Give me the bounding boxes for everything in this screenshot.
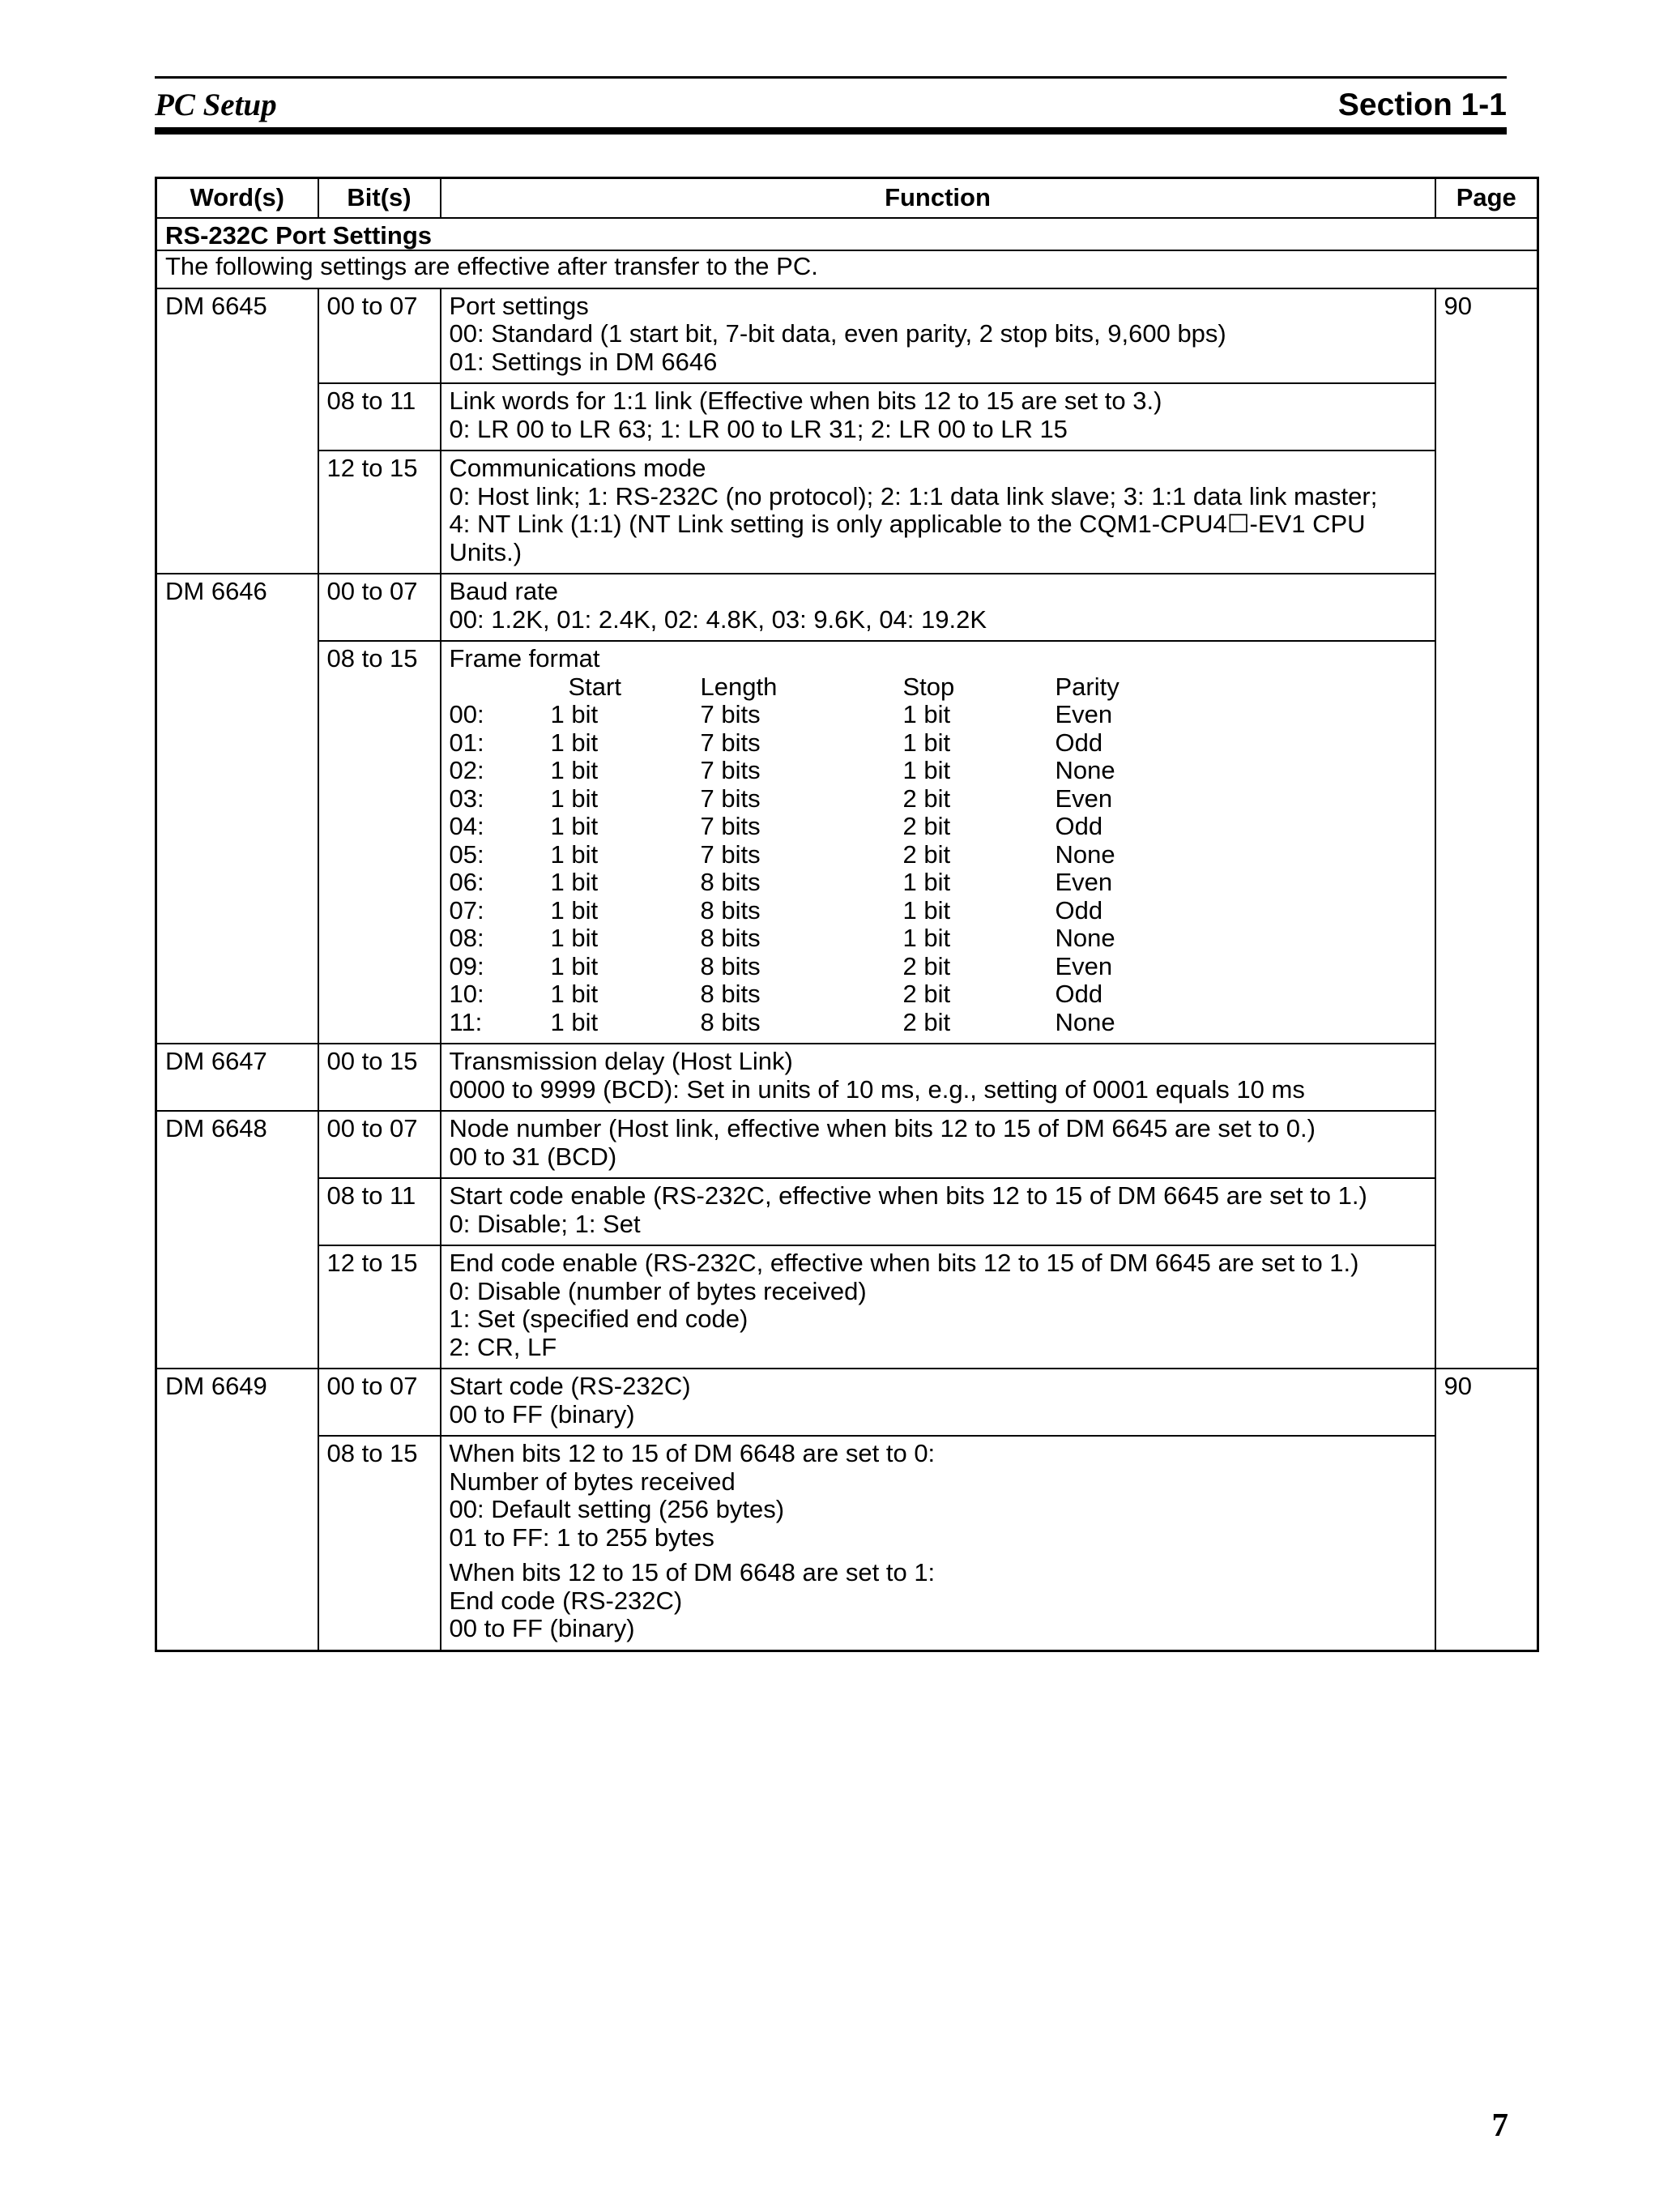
frame-cell: 2 bit <box>902 1007 951 1036</box>
function-cell <box>441 641 1435 1044</box>
frame-cell: None <box>1055 756 1115 784</box>
function-line: Baud rate <box>449 577 558 605</box>
function-cell <box>441 383 1435 451</box>
page-cell: 90 <box>1435 288 1538 1369</box>
function-cell <box>441 1436 1435 1650</box>
frame-cell: 09: <box>449 951 484 980</box>
frame-cell: None <box>1055 924 1115 952</box>
header-top-rule <box>155 76 1507 79</box>
frame-cell: Even <box>1055 700 1113 728</box>
table-row <box>156 1436 1538 1650</box>
frame-header-cell: Parity <box>1055 672 1120 701</box>
column-header-bits: Bit(s) <box>318 178 441 218</box>
frame-cell: 1 bit <box>902 756 951 784</box>
bits-cell: 00 to 07 <box>318 288 441 384</box>
function-line: 1: Set (specified end code) <box>449 1305 748 1333</box>
bits-cell: 00 to 07 <box>318 1369 441 1436</box>
function-line: 00: 1.2K, 01: 2.4K, 02: 4.8K, 03: 9.6K, 04: 19.2K <box>449 604 987 634</box>
table-row <box>156 1178 1538 1245</box>
table-row <box>156 1245 1538 1369</box>
frame-cell: 1 bit <box>550 756 599 784</box>
frame-cell: 1 bit <box>550 951 599 980</box>
bits-cell: 08 to 15 <box>318 641 441 1044</box>
frame-cell: 1 bit <box>550 1007 599 1036</box>
table-row <box>156 641 1538 1044</box>
frame-cell: 2 bit <box>902 951 951 980</box>
frame-cell: 1 bit <box>550 980 599 1008</box>
function-line: Communications mode <box>449 454 706 482</box>
bits-cell: 12 to 15 <box>318 1245 441 1369</box>
function-line: End code enable (RS-232C, effective when bits 12 to 15 of DM 6645 are set to 1.) <box>449 1249 1359 1277</box>
function-cell <box>441 1245 1435 1369</box>
frame-cell: 08: <box>449 924 484 952</box>
frame-cell: 7 bits <box>700 839 761 869</box>
frame-cell: 07: <box>449 895 484 925</box>
function-line: 2: CR, LF <box>449 1332 557 1361</box>
frame-cell: 1 bit <box>550 728 599 757</box>
section-title-row <box>156 218 1538 251</box>
running-header-title: PC Setup <box>155 88 277 122</box>
frame-cell: 7 bits <box>700 756 761 784</box>
function-line: When bits 12 to 15 of DM 6648 are set to 1: <box>449 1558 936 1586</box>
frame-cell: 8 bits <box>700 951 761 980</box>
frame-cell: Odd <box>1055 980 1103 1008</box>
frame-cell: 2 bit <box>902 839 951 869</box>
bits-cell: 12 to 15 <box>318 451 441 574</box>
function-line: 0: LR 00 to LR 63; 1: LR 00 to LR 31; 2: LR 00 to LR 15 <box>449 414 1068 443</box>
table-row <box>156 288 1538 384</box>
section-note-row <box>156 250 1538 288</box>
function-line: Start code enable (RS-232C, effective when bits 12 to 15 of DM 6645 are set to 1.) <box>449 1181 1367 1210</box>
frame-cell: 8 bits <box>700 895 761 925</box>
function-line: Link words for 1:1 link (Effective when bits 12 to 15 are set to 3.) <box>449 386 1162 415</box>
function-line: 01 to FF: 1 to 255 bytes <box>449 1522 714 1552</box>
frame-cell: 1 bit <box>550 784 599 813</box>
bits-cell: 08 to 11 <box>318 383 441 451</box>
function-line: Number of bytes received <box>449 1467 736 1496</box>
bits-cell: 00 to 15 <box>318 1044 441 1111</box>
word-cell: DM 6645 <box>156 288 318 574</box>
running-header-section: Section 1-1 <box>1337 88 1507 122</box>
table-header-row <box>156 178 1538 218</box>
frame-cell: 1 bit <box>902 700 951 728</box>
frame-cell: Even <box>1055 784 1113 813</box>
function-line: Units.) <box>449 537 522 566</box>
function-cell <box>441 1178 1435 1245</box>
frame-cell: 06: <box>449 868 484 896</box>
function-line: Node number (Host link, effective when bits 12 to 15 of DM 6645 are set to 0.) <box>449 1114 1316 1142</box>
function-line: 4: NT Link (1:1) (NT Link setting is only applicable to the CQM1-CPU4☐-EV1 CPU <box>449 510 1366 538</box>
frame-cell: 01: <box>449 728 484 757</box>
column-header-function: Function <box>441 178 1435 218</box>
function-line: 01: Settings in DM 6646 <box>449 347 718 376</box>
page-number: 7 <box>1491 2106 1508 2143</box>
settings-table <box>155 177 1539 1652</box>
bits-cell: 00 to 07 <box>318 574 441 641</box>
frame-cell: 7 bits <box>700 812 761 840</box>
frame-header-cell: Start <box>568 672 621 701</box>
frame-cell: 8 bits <box>700 1007 761 1036</box>
function-cell <box>441 1369 1435 1436</box>
frame-format-grid <box>450 673 1427 1037</box>
table-row <box>156 1111 1538 1178</box>
column-header-page: Page <box>1435 178 1538 218</box>
frame-cell: None <box>1055 1007 1115 1036</box>
function-line: 0: Disable; 1: Set <box>449 1209 641 1238</box>
frame-cell: 1 bit <box>550 700 599 728</box>
table-row <box>156 1044 1538 1111</box>
function-line: Start code (RS-232C) <box>449 1372 691 1400</box>
function-line: 00: Standard (1 start bit, 7-bit data, even parity, 2 stop bits, 9,600 bps) <box>449 319 1226 348</box>
frame-cell: 1 bit <box>550 868 599 896</box>
frame-format-title: Frame format <box>449 644 600 673</box>
function-cell <box>441 1044 1435 1111</box>
frame-header-cell: Stop <box>902 672 955 701</box>
frame-cell: Odd <box>1055 895 1103 925</box>
frame-cell: 2 bit <box>902 812 951 840</box>
frame-cell: 05: <box>449 839 484 869</box>
table-row <box>156 1369 1538 1436</box>
frame-cell: 1 bit <box>550 924 599 952</box>
frame-cell: None <box>1055 839 1115 869</box>
frame-cell: 04: <box>449 812 484 840</box>
frame-cell: 8 bits <box>700 924 761 952</box>
section-note: The following settings are effective after transfer to the PC. <box>156 250 1538 288</box>
function-line: 0000 to 9999 (BCD): Set in units of 10 ms, e.g., setting of 0001 equals 10 ms <box>449 1074 1305 1104</box>
frame-cell: 1 bit <box>550 895 599 925</box>
section-title: RS-232C Port Settings <box>156 218 1538 251</box>
frame-cell: 8 bits <box>700 980 761 1008</box>
function-line: 00 to FF (binary) <box>449 1614 635 1642</box>
table-row <box>156 574 1538 641</box>
function-line: 00 to FF (binary) <box>449 1399 635 1428</box>
frame-cell: 1 bit <box>550 812 599 840</box>
function-line: End code (RS-232C) <box>449 1586 683 1615</box>
table-row <box>156 451 1538 574</box>
word-cell: DM 6647 <box>156 1044 318 1111</box>
function-line: When bits 12 to 15 of DM 6648 are set to 0: <box>449 1439 936 1467</box>
word-cell: DM 6648 <box>156 1111 318 1369</box>
frame-cell: 2 bit <box>902 784 951 813</box>
frame-cell: 10: <box>449 980 484 1008</box>
frame-cell: 8 bits <box>700 868 761 896</box>
function-line: 00: Default setting (256 bytes) <box>449 1495 785 1523</box>
frame-header-cell: Length <box>700 672 778 701</box>
frame-cell: Even <box>1055 951 1113 980</box>
frame-cell: 7 bits <box>700 784 761 813</box>
function-cell <box>441 451 1435 574</box>
function-line: 0: Host link; 1: RS-232C (no protocol); 2: 1:1 data link slave; 3: 1:1 data link master; <box>449 481 1378 510</box>
frame-cell: 1 bit <box>902 895 951 925</box>
word-cell: DM 6646 <box>156 574 318 1044</box>
table-row <box>156 383 1538 451</box>
word-cell: DM 6649 <box>156 1369 318 1650</box>
bits-cell: 08 to 15 <box>318 1436 441 1650</box>
function-line: Transmission delay (Host Link) <box>449 1047 793 1075</box>
frame-cell: Odd <box>1055 728 1103 757</box>
function-cell <box>441 574 1435 641</box>
bits-cell: 00 to 07 <box>318 1111 441 1178</box>
frame-cell: 03: <box>449 784 484 813</box>
frame-cell: 2 bit <box>902 980 951 1008</box>
bits-cell: 08 to 11 <box>318 1178 441 1245</box>
frame-header-cell <box>450 673 551 702</box>
function-line: 00 to 31 (BCD) <box>449 1142 617 1171</box>
frame-cell: Even <box>1055 868 1113 896</box>
frame-cell: 7 bits <box>700 728 761 757</box>
frame-cell: 7 bits <box>700 700 761 728</box>
page-cell: 90 <box>1435 1369 1538 1650</box>
frame-cell: 1 bit <box>902 868 951 896</box>
frame-cell: Odd <box>1055 812 1103 840</box>
frame-cell: 1 bit <box>550 839 599 869</box>
frame-cell: 1 bit <box>902 728 951 757</box>
column-header-words: Word(s) <box>156 178 318 218</box>
function-line: Port settings <box>449 291 589 320</box>
frame-cell: 1 bit <box>902 924 951 952</box>
frame-cell: 00: <box>449 700 484 728</box>
function-cell <box>441 1111 1435 1178</box>
function-line: 0: Disable (number of bytes received) <box>449 1276 867 1305</box>
header-bottom-rule <box>155 127 1507 135</box>
function-cell <box>441 288 1435 384</box>
frame-cell: 02: <box>449 756 484 784</box>
frame-cell: 11: <box>449 1007 483 1036</box>
